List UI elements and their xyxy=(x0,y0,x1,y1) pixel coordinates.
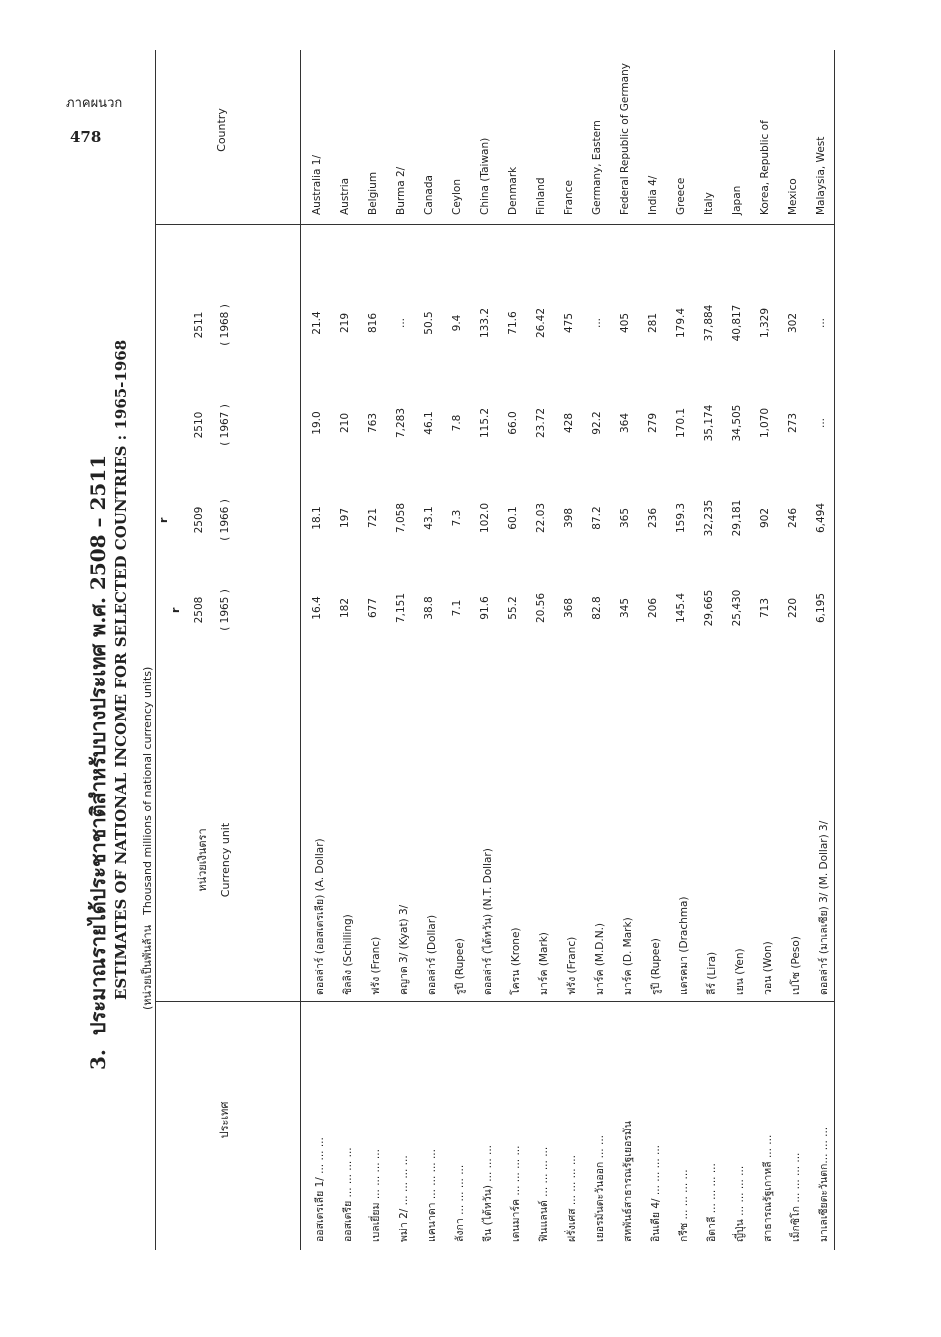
country-thai-cell: เบลเยี่ยม ... ... ... ... xyxy=(370,1149,382,1242)
value-cell: 20.56 xyxy=(535,592,547,624)
unit-note-thai: (หน่วยเป็นพันล้าน xyxy=(141,924,154,1010)
value-cell: ... xyxy=(815,318,827,329)
page-number: 478 xyxy=(70,128,102,146)
table-row xyxy=(361,50,389,1250)
header-year-ad: ( 1965 ) xyxy=(219,589,231,631)
header-year-be: 2511 xyxy=(193,311,205,339)
value-cell: 405 xyxy=(619,312,631,334)
value-cell: 16.4 xyxy=(311,596,323,620)
header-year-ad: ( 1966 ) xyxy=(219,499,231,541)
currency-cell: มาร์ค (M.D.N.) xyxy=(594,922,606,995)
country-english-cell: Canada xyxy=(423,175,435,215)
revised-mark: r xyxy=(157,517,170,523)
value-cell: 281 xyxy=(647,312,659,334)
value-cell: 71.6 xyxy=(507,311,519,335)
value-cell: 398 xyxy=(563,507,575,529)
value-cell: 345 xyxy=(619,597,631,619)
value-cell: 18.1 xyxy=(311,506,323,530)
country-english-cell: Ceylon xyxy=(451,178,463,215)
value-cell: 29,181 xyxy=(731,499,743,537)
value-cell: 197 xyxy=(339,507,351,529)
income-table xyxy=(155,50,835,1250)
currency-cell: ดอลล่าร์ (มาเลเซีย) 3/ (M. Dollar) 3/ xyxy=(818,820,830,995)
value-cell: 179.4 xyxy=(675,307,687,339)
value-cell: 220 xyxy=(787,597,799,619)
currency-cell: ชิลลิง (Schilling) xyxy=(342,914,354,995)
header-year-ad: ( 1967 ) xyxy=(219,404,231,446)
currency-cell: คญาด 3/ (Kyat) 3/ xyxy=(398,904,410,995)
country-thai-cell: จีน (ไต้หวัน) ... ... ... xyxy=(482,1144,494,1242)
value-cell: 902 xyxy=(759,507,771,529)
country-english-cell: Federal Republic of Germany xyxy=(619,63,631,215)
value-cell: 60.1 xyxy=(507,506,519,530)
rotated-table-page xyxy=(80,50,840,1250)
currency-cell: ดอลล่าร์ (ไต้หวัน) (N.T. Dollar) xyxy=(482,848,494,995)
country-english-cell: Mexico xyxy=(787,178,799,215)
country-thai-cell: สาธารณรัฐเกาหลี ... ... xyxy=(762,1134,774,1242)
table-row xyxy=(585,50,613,1250)
value-cell: 115.2 xyxy=(479,407,491,439)
value-cell: 7,283 xyxy=(395,407,407,439)
country-english-cell: Burma 2/ xyxy=(395,166,407,215)
country-english-cell: Greece xyxy=(675,177,687,215)
currency-cell: ลีร์ (Lira) xyxy=(706,951,718,995)
country-thai-cell: อินเดีย 4/ ... ... ... ... xyxy=(650,1144,662,1242)
value-cell: 32,235 xyxy=(703,499,715,537)
value-cell: 7.3 xyxy=(451,509,463,527)
value-cell: 206 xyxy=(647,597,659,619)
table-row xyxy=(473,50,501,1250)
value-cell: 37,884 xyxy=(703,304,715,342)
value-cell: 92.2 xyxy=(591,411,603,435)
table-row xyxy=(557,50,585,1250)
value-cell: 22.03 xyxy=(535,502,547,534)
table-row xyxy=(753,50,781,1250)
value-cell: 38.8 xyxy=(423,596,435,620)
value-cell: ... xyxy=(591,318,603,329)
table-row xyxy=(501,50,529,1250)
header-currency-thai: หน่วยเงินตรา xyxy=(196,828,209,892)
currency-cell: เยน (Yen) xyxy=(734,948,746,995)
value-cell: 219 xyxy=(339,312,351,334)
value-cell: 19.0 xyxy=(311,411,323,435)
value-cell: 182 xyxy=(339,597,351,619)
value-cell: 102.0 xyxy=(479,502,491,534)
country-thai-cell: มาเลเซียตะวันตก... ... ... xyxy=(818,1126,830,1242)
value-cell: ... xyxy=(815,418,827,429)
value-cell: 246 xyxy=(787,507,799,529)
country-english-cell: France xyxy=(563,180,575,215)
value-cell: 46.1 xyxy=(423,411,435,435)
value-cell: 721 xyxy=(367,507,379,529)
country-thai-cell: พม่า 2/ ... ... ... ... xyxy=(398,1155,410,1242)
country-thai-cell: เม็กซิโก ... ... ... ... xyxy=(790,1152,802,1242)
table-row xyxy=(445,50,473,1250)
header-country-thai: ประเทศ xyxy=(218,1101,231,1139)
value-cell: ... xyxy=(395,318,407,329)
header-bottom-rule xyxy=(300,50,301,1250)
value-cell: 25,430 xyxy=(731,589,743,627)
currency-cell: ฟรัง (Franc) xyxy=(370,936,382,995)
country-english-cell: Austria xyxy=(339,177,351,215)
table-row xyxy=(669,50,697,1250)
value-cell: 7.1 xyxy=(451,599,463,617)
value-cell: 236 xyxy=(647,507,659,529)
unit-note xyxy=(138,667,156,1010)
value-cell: 816 xyxy=(367,312,379,334)
value-cell: 6,494 xyxy=(815,502,827,534)
country-thai-cell: ฝรั่งเศส ... ... ... ... xyxy=(566,1155,578,1242)
table-row xyxy=(809,50,837,1250)
value-cell: 273 xyxy=(787,412,799,434)
header-year-be: 2510 xyxy=(193,411,205,439)
value-cell: 368 xyxy=(563,597,575,619)
value-cell: 6,195 xyxy=(815,592,827,624)
country-thai-cell: ญี่ปุ่น ... ... ... ... xyxy=(734,1165,746,1242)
currency-cell: เปโซ (Peso) xyxy=(790,936,802,995)
country-thai-cell: อิตาลี ... ... ... ... xyxy=(706,1163,718,1242)
country-english-cell: China (Taiwan) xyxy=(479,137,491,215)
currency-cell: ดอลล่าร์ (Dollar) xyxy=(426,914,438,995)
country-english-cell: Germany, Eastern xyxy=(591,120,603,215)
value-cell: 21.4 xyxy=(311,311,323,335)
value-cell: 7,058 xyxy=(395,502,407,534)
country-thai-cell: เดนมาร์ค ... ... ... ... xyxy=(510,1145,522,1242)
table-title-english: ESTIMATES OF NATIONAL INCOME FOR SELECTED COUNTRIES : 1965-1968 xyxy=(112,339,130,1000)
header-year-ad: ( 1968 ) xyxy=(219,304,231,346)
value-cell: 9.4 xyxy=(451,314,463,332)
table-row xyxy=(613,50,641,1250)
value-cell: 713 xyxy=(759,597,771,619)
value-cell: 40,817 xyxy=(731,304,743,342)
country-thai-cell: ออสเตรีย ... ... ... ... xyxy=(342,1147,354,1242)
table-row xyxy=(389,50,417,1250)
table-number: 3. xyxy=(86,1049,110,1070)
value-cell: 29,665 xyxy=(703,589,715,627)
header-year-be: 2509 xyxy=(193,506,205,534)
table-row xyxy=(529,50,557,1250)
country-english-cell: Korea, Republic of xyxy=(759,120,771,215)
country-english-cell: Malaysia, West xyxy=(815,136,827,215)
value-cell: 145.4 xyxy=(675,592,687,624)
currency-cell: วอน (Won) xyxy=(762,941,774,995)
value-cell: 91.6 xyxy=(479,596,491,620)
table-row xyxy=(781,50,809,1250)
country-english-cell: Denmark xyxy=(507,166,519,215)
value-cell: 475 xyxy=(563,312,575,334)
value-cell: 23.72 xyxy=(535,407,547,439)
value-cell: 26.42 xyxy=(535,307,547,339)
value-cell: 1,070 xyxy=(759,407,771,439)
country-english-cell: Australia 1/ xyxy=(311,154,323,215)
currency-cell: มาร์ค (Mark) xyxy=(538,932,550,995)
title-thai-text: ประมาณรายได้ประชาชาติสำหรับบางประเทศ พ.ศ. 2508 – 2511 xyxy=(86,454,110,1036)
country-english-cell: India 4/ xyxy=(647,175,659,215)
value-cell: 677 xyxy=(367,597,379,619)
value-cell: 43.1 xyxy=(423,506,435,530)
country-english-cell: Finland xyxy=(535,177,547,215)
table-row xyxy=(417,50,445,1250)
currency-cell: ดอลล่าร์ (ออสเตรเลีย) (A. Dollar) xyxy=(314,838,326,995)
country-english-cell: Japan xyxy=(731,185,743,215)
currency-cell: มาร์ค (D. Mark) xyxy=(622,917,634,995)
value-cell: 7,151 xyxy=(395,592,407,624)
country-thai-cell: ลังกา ... ... ... ... xyxy=(454,1164,466,1242)
value-cell: 35,174 xyxy=(703,404,715,442)
table-row xyxy=(641,50,669,1250)
table-title-thai xyxy=(82,455,114,1070)
revised-mark: r xyxy=(169,607,182,613)
value-cell: 365 xyxy=(619,507,631,529)
country-thai-cell: กรีซ ... ... ... ... xyxy=(678,1169,690,1242)
value-cell: 82.8 xyxy=(591,596,603,620)
value-cell: 34,505 xyxy=(731,404,743,442)
header-year-be: 2508 xyxy=(193,596,205,624)
value-cell: 159.3 xyxy=(675,502,687,534)
currency-cell: โครน (Krone) xyxy=(510,927,522,995)
table-row xyxy=(305,50,333,1250)
value-cell: 210 xyxy=(339,412,351,434)
currency-cell: รูปี (Rupee) xyxy=(454,938,466,995)
country-english-cell: Belgium xyxy=(367,171,379,215)
value-cell: 87.2 xyxy=(591,506,603,530)
country-thai-cell: เยอรมันตะวันออก ... ... xyxy=(594,1135,606,1242)
country-thai-cell: แคนาดา ... ... ... ... xyxy=(426,1149,438,1242)
table-row xyxy=(333,50,361,1250)
value-cell: 7.8 xyxy=(451,414,463,432)
value-cell: 364 xyxy=(619,412,631,434)
page-header: ภาคผนวก xyxy=(66,96,123,111)
value-cell: 1,329 xyxy=(759,307,771,339)
header-currency-english: Currency unit xyxy=(219,822,232,898)
table-top-rule xyxy=(155,50,156,1250)
country-english-cell: Italy xyxy=(703,192,715,215)
country-thai-cell: ออสเตรเลีย 1/ ... ... ... xyxy=(314,1137,326,1242)
value-cell: 428 xyxy=(563,412,575,434)
value-cell: 66.0 xyxy=(507,411,519,435)
currency-cell: ฟรัง (Franc) xyxy=(566,936,578,995)
unit-note-english: Thousand millions of national currency units) xyxy=(141,666,154,915)
currency-cell: แดรคมา (Drachma) xyxy=(678,896,690,995)
value-cell: 50.5 xyxy=(423,311,435,335)
table-row xyxy=(725,50,753,1250)
header-country-english: Country xyxy=(215,108,228,152)
country-thai-cell: สหพันธ์สาธารณรัฐเยอรมัน xyxy=(622,1120,634,1242)
table-row xyxy=(697,50,725,1250)
value-cell: 133.2 xyxy=(479,307,491,339)
value-cell: 170.1 xyxy=(675,407,687,439)
value-cell: 55.2 xyxy=(507,596,519,620)
value-cell: 302 xyxy=(787,312,799,334)
currency-cell: รูปี (Rupee) xyxy=(650,938,662,995)
value-cell: 279 xyxy=(647,412,659,434)
value-cell: 763 xyxy=(367,412,379,434)
country-thai-cell: ฟินแลนด์ ... ... ... ... xyxy=(538,1146,550,1242)
